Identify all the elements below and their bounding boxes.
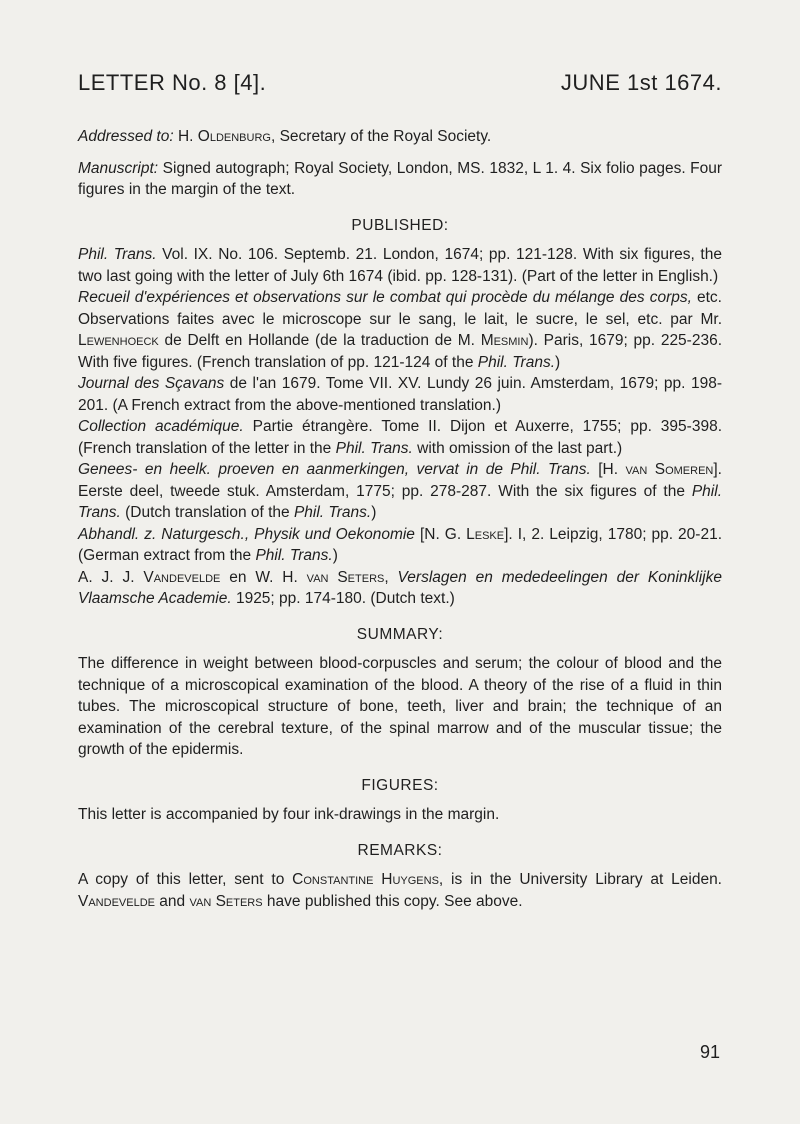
publication-details: en W. H. <box>220 568 307 586</box>
publication-details: (Dutch translation of the <box>120 504 294 521</box>
publication-title: Phil. Trans. <box>78 246 157 263</box>
summary-text: The difference in weight between blood-corpuscles and serum; the colour of blood and the technique of a microscopical examination of the blood. A theory of the rise of a fluid in thin tubes. The microscopical structure of bone, teeth, liver and brain; the technique of an examination of the cerebral texture, of the spinal marrow and of the muscular tissue; the growth of the epidermis. <box>78 655 722 758</box>
publication-details: ]. I, 2. Leipzig, 1780; pp. 20-21. (German extract from the <box>78 525 723 564</box>
author-name: Vandevelde <box>143 568 221 586</box>
publication-details: etc. Observations faites avec le microscope sur le sang, le lait, le sucre, le sel, etc. par Mr. <box>78 289 722 328</box>
running-header <box>78 70 722 96</box>
remarks-text <box>78 869 722 912</box>
publication-details: , <box>384 568 398 586</box>
publication-details: [H. <box>590 461 626 478</box>
manuscript-label: Manuscript: <box>78 159 159 177</box>
publication-details: with omission of the last part.) <box>412 439 623 457</box>
remarks-part: , is in the University Library at Leiden. <box>438 871 722 888</box>
publication-entry <box>78 244 722 287</box>
publication-details: [N. G. <box>414 525 467 543</box>
publication-title: Journal des Sçavans <box>78 375 225 392</box>
publication-title: Verslagen en mededeelingen der Koninklijke Vlaamsche Academie. <box>78 568 722 607</box>
document-body <box>78 126 722 912</box>
letter-number: LETTER No. 8 [4]. <box>78 70 267 95</box>
remarks-heading: REMARKS: <box>357 841 443 859</box>
publication-ref: Phil. Trans. <box>477 353 556 371</box>
publication-details: de l'an 1679. Tome VII. XV. Lundy 26 juin. Amsterdam, 1679; pp. 198-201. (A French extract from the above-mentioned translation.) <box>78 375 722 414</box>
remarks-part: have published this copy. See above. <box>262 892 523 910</box>
publication-details: ) <box>371 504 377 521</box>
page-number: 91 <box>699 1042 720 1062</box>
publication-details: ). Paris, 1679; pp. 225-236. With five figures. (French translation of pp. 121-124 of the <box>78 332 723 371</box>
publication-ref: Phil. Trans. <box>255 547 333 564</box>
publication-entry <box>78 416 722 459</box>
summary-heading: SUMMARY: <box>356 625 444 643</box>
person-name: Vandevelde <box>78 892 155 910</box>
author-name: van Seters <box>306 568 385 586</box>
addressee-name: H. Oldenburg <box>177 128 271 145</box>
publication-ref: Phil. Trans. <box>78 482 722 521</box>
addressee-role: , Secretary of the Royal Society. <box>270 128 492 145</box>
figures-heading: FIGURES: <box>361 776 439 794</box>
publication-entry <box>78 373 722 416</box>
remarks-part: and <box>154 892 190 910</box>
author-name: Leske <box>466 525 505 543</box>
publication-details: de Delft en Hollande (de la traduction de M. <box>158 332 481 349</box>
publication-ref: Phil. Trans. <box>335 439 413 457</box>
publication-entry <box>78 459 722 524</box>
published-heading: PUBLISHED: <box>351 216 449 234</box>
author-name: Lewenhoeck <box>78 332 159 349</box>
figures-text: This letter is accompanied by four ink-drawings in the margin. <box>78 806 500 823</box>
publication-details: Partie étrangère. Tome II. Dijon et Auxerre, 1755; pp. 395-398. (French translation of the letter in the <box>78 418 722 457</box>
publication-ref: Phil. Trans. <box>293 504 372 521</box>
publication-entry <box>78 567 722 610</box>
addressed-to <box>78 126 722 148</box>
addressed-label: Addressed to: <box>78 128 174 145</box>
publication-details: ) <box>332 547 338 564</box>
publication-details: A. J. J. <box>78 568 144 586</box>
manuscript-info <box>78 158 722 201</box>
manuscript-text: Signed autograph; Royal Society, London, MS. 1832, L 1. 4. Six folio pages. Four figures in the margin of the text. <box>78 159 723 198</box>
publication-entry <box>78 524 722 567</box>
person-name: van Seters <box>189 892 263 910</box>
letter-date: JUNE 1st 1674. <box>560 70 722 95</box>
publication-title: Genees- en heelk. proeven en aanmerkingen, vervat in de Phil. Trans. <box>78 461 591 478</box>
publication-title: Abhandl. z. Naturgesch., Physik und Oekonomie <box>78 525 415 543</box>
remarks-part: A copy of this letter, sent to <box>78 871 293 888</box>
publication-title: Recueil d'expériences et observations sur le combat qui procède du mélange des corps, <box>78 289 692 306</box>
author-name: Mesmin <box>480 332 529 349</box>
publication-title: Collection académique. <box>78 418 244 435</box>
person-name: Constantine Huygens <box>292 871 439 888</box>
author-name: van Someren <box>625 461 714 478</box>
publication-details: ) <box>555 353 561 371</box>
publication-details: 1925; pp. 174-180. (Dutch text.) <box>231 590 455 607</box>
publication-details: Vol. IX. No. 106. Septemb. 21. London, 1674; pp. 121-128. With six figures, the two last going with the letter of July 6th 1674 (ibid. pp. 128-131). (Part of the letter in English.) <box>78 246 722 285</box>
publication-details: ]. Eerste deel, tweede stuk. Amsterdam, 1775; pp. 278-287. With the six figures of the <box>78 461 722 500</box>
publication-entry <box>78 287 722 373</box>
